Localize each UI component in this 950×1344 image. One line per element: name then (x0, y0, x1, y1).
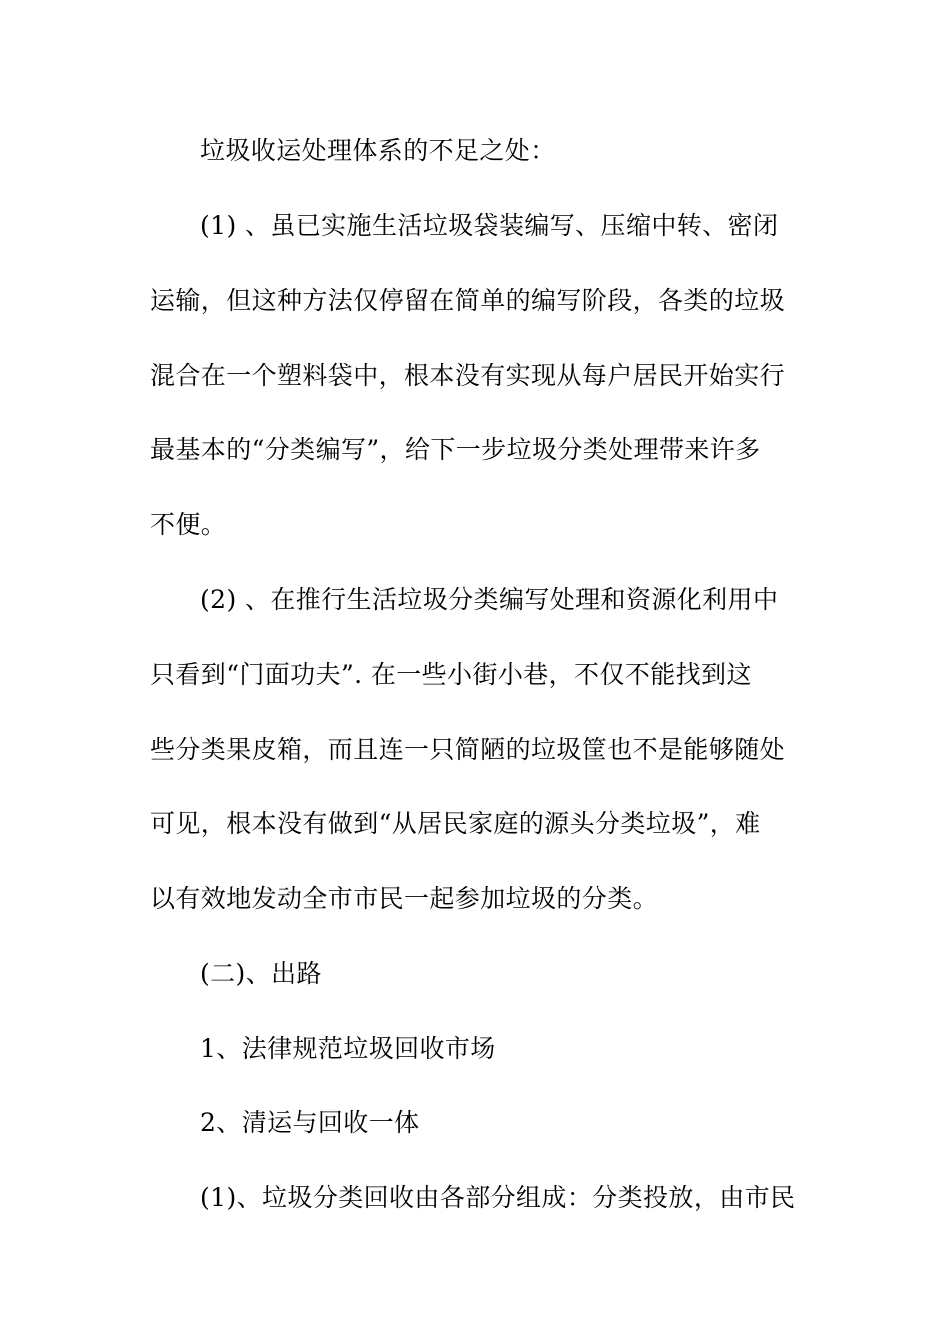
list-item-2: 2、清运与回收一体 (200, 1108, 420, 1137)
text-line: 最基本的“分类编写”，给下一步垃圾分类处理带来许多 (150, 435, 761, 464)
text-line: 运输，但这种方法仅停留在简单的编写阶段，各类的垃圾 (150, 286, 786, 315)
text-line-item-1-start: (1) 、虽已实施生活垃圾袋装编写、压缩中转、密闭 (200, 211, 779, 240)
text-line: 不便。 (150, 510, 227, 539)
text-line: 混合在一个塑料袋中，根本没有实现从每户居民开始实行 (150, 361, 786, 390)
text-line: 些分类果皮箱，而且连一只简陋的垃圾筐也不是能够随处 (150, 735, 786, 764)
text-line-heading: 垃圾收运处理体系的不足之处： (200, 136, 556, 165)
text-line: 可见，根本没有做到“从居民家庭的源头分类垃圾”，难 (150, 809, 761, 838)
section-heading-outlet: (二)、出路 (200, 959, 322, 988)
text-line: 只看到“门面功夫”. 在一些小街小巷，不仅不能找到这 (150, 660, 752, 689)
text-line-item-2-start: (2) 、在推行生活垃圾分类编写处理和资源化利用中 (200, 585, 779, 614)
text-line-subitem-1: (1)、垃圾分类回收由各部分组成：分类投放，由市民 (200, 1183, 796, 1212)
text-line: 以有效地发动全市市民一起参加垃圾的分类。 (150, 884, 659, 913)
list-item-1: 1、法律规范垃圾回收市场 (200, 1034, 496, 1063)
